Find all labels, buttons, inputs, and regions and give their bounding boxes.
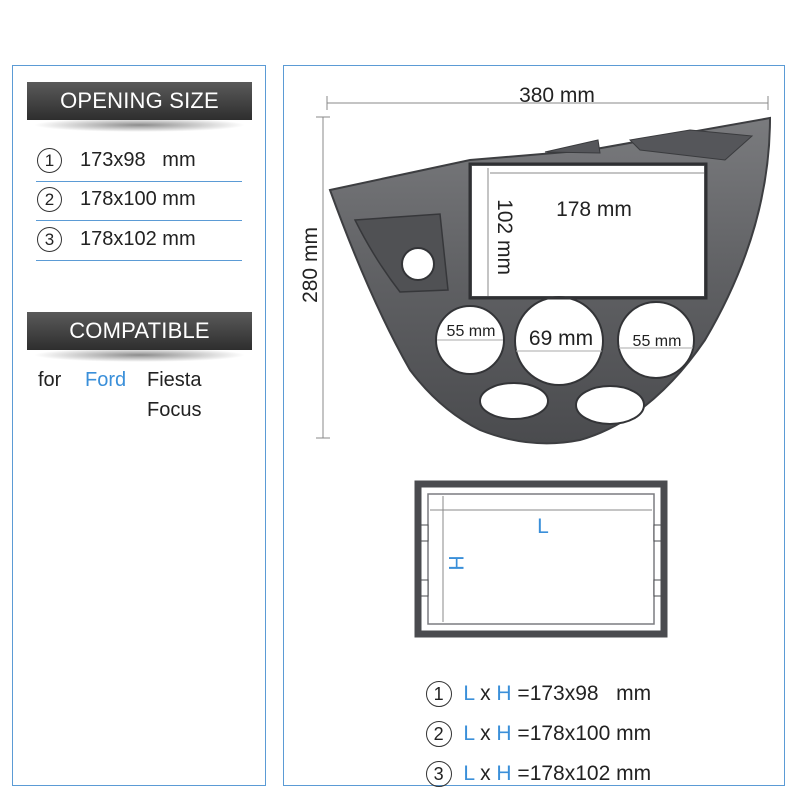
frame-clip (421, 580, 428, 596)
hole-right-label: 55 mm (632, 333, 682, 350)
formula-l: L (463, 682, 475, 705)
size-value-1: 173x98 mm (80, 149, 196, 171)
circled-number-2: 2 (426, 721, 452, 747)
bezel-tab-left (545, 140, 600, 153)
frame-length-label: L (537, 515, 549, 538)
formula-value-2: =178x100 mm (511, 722, 652, 745)
formula-x: x (474, 762, 497, 785)
compatible-title: COMPATIBLE (27, 312, 252, 350)
opening-width-label: 178 mm (556, 198, 632, 221)
formula-x: x (474, 682, 497, 705)
compat-for: for (38, 369, 62, 391)
hole-center-label: 69 mm (528, 327, 594, 350)
width-dimension-label: 380 mm (519, 84, 595, 107)
circled-number-3: 3 (37, 227, 62, 252)
size-value-2: 178x100 mm (80, 188, 196, 210)
formula-h: H (496, 762, 512, 785)
opening-size-title: OPENING SIZE (27, 82, 252, 120)
formula-row-3 (414, 737, 651, 787)
formula-value-3: =178x102 mm (511, 762, 652, 785)
formula-x: x (474, 722, 497, 745)
frame-clip (421, 525, 428, 541)
circled-number-2: 2 (37, 187, 62, 212)
frame-clip (654, 525, 661, 541)
formula-h: H (496, 722, 512, 745)
formula-l: L (463, 722, 475, 745)
compat-model-focus: Focus (147, 399, 202, 421)
formula-l: L (463, 762, 475, 785)
frame-height-label: H (444, 555, 467, 571)
circled-number-1: 1 (426, 681, 452, 707)
opening-height-label: 102 mm (493, 199, 516, 275)
formula-value-1: =173x98 mm (511, 682, 652, 705)
hole-left-label: 55 mm (446, 323, 496, 340)
circled-number-3: 3 (426, 761, 452, 787)
circled-number-1: 1 (37, 148, 62, 173)
formula-h: H (496, 682, 512, 705)
size-value-3: 178x102 mm (80, 228, 196, 250)
frame-clip (654, 580, 661, 596)
compat-brand: Ford (85, 369, 127, 391)
compat-model-fiesta: Fiesta (147, 369, 202, 391)
height-dimension-label: 280 mm (299, 227, 322, 303)
